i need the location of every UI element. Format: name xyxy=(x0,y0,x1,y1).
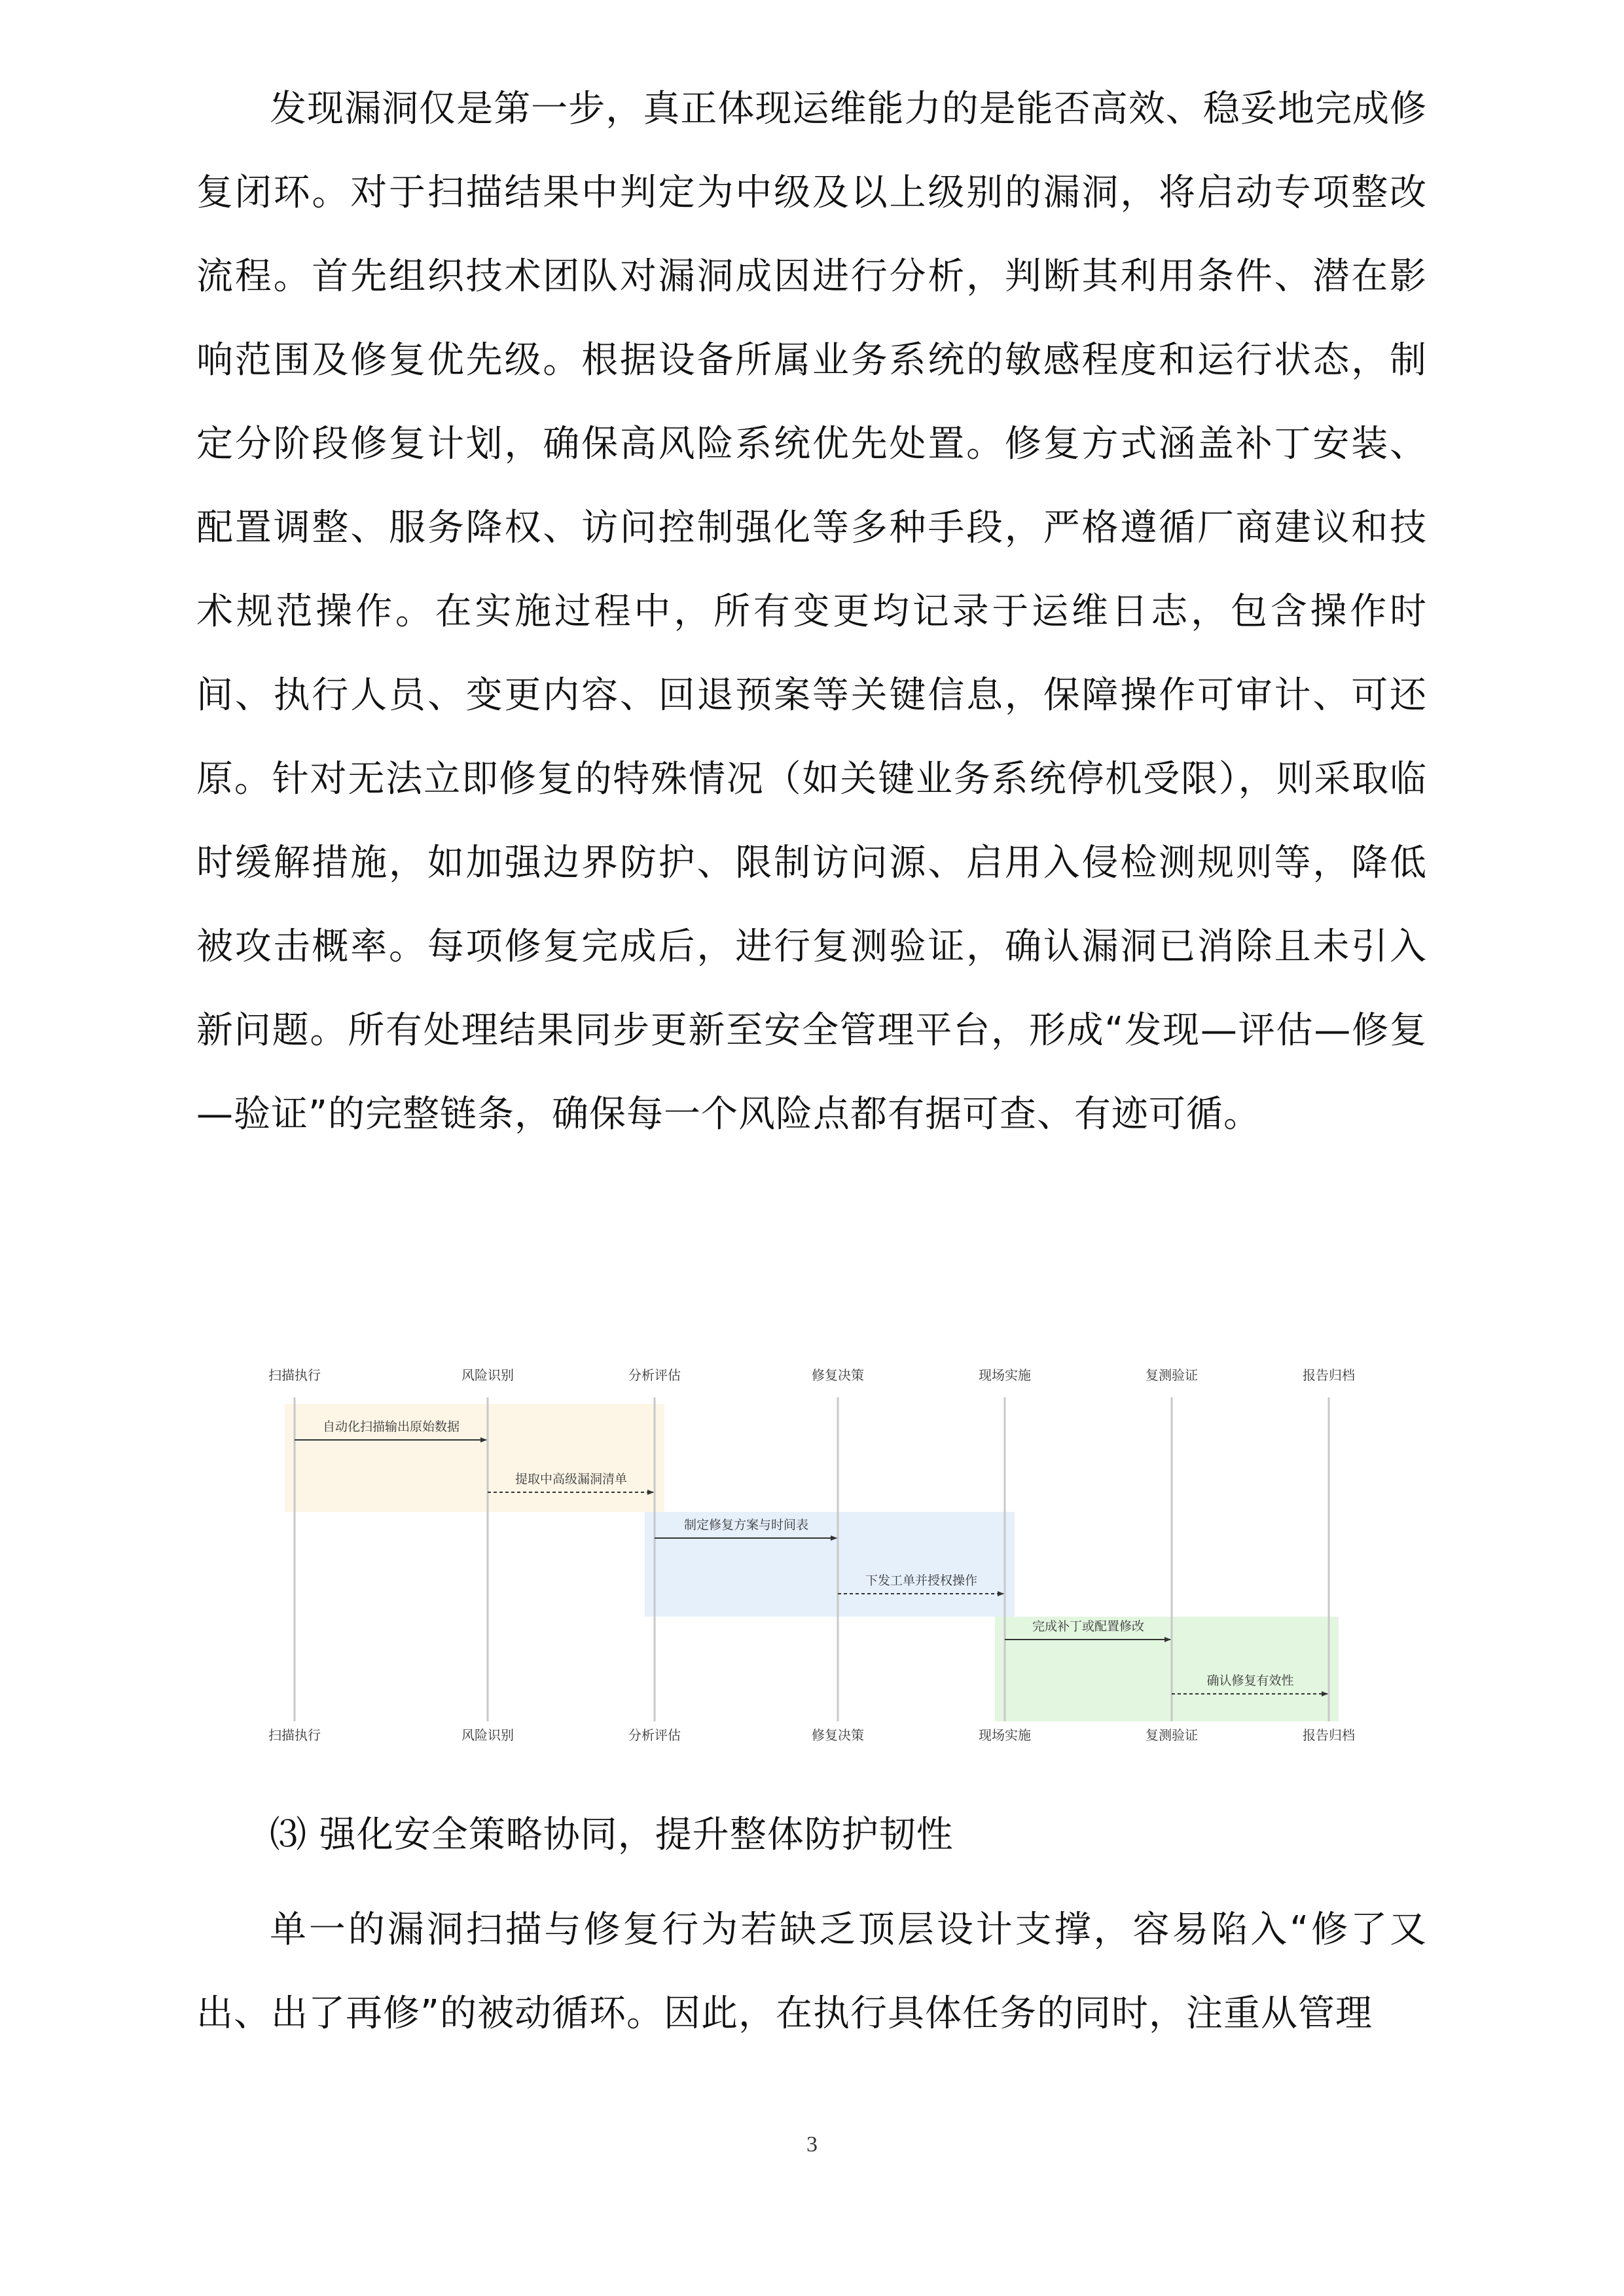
participant-bottom-5: 现场实施 xyxy=(979,1727,1031,1743)
message-label-5: 完成补丁或配置修改 xyxy=(1032,1619,1145,1634)
body-paragraph-1: 发现漏洞仅是第一步，真正体现运维能力的是能否高效、稳妥地完成修复闭环。对于扫描结果中判定为中级及以上级别的漏洞，将启动专项整改流程。首先组织技术团队对漏洞成因进行分析，判断其利用条件、潜在影响范围及修复优先级。根据设备所属业务系统的敏感程度和运行状态，制定分阶段修复计划，确保高风险系统优先处置。修复方式涵盖补丁安装、配置调整、服务降权、访问控制强化等多种手段，严格遵循厂商建议和技术规范操作。在实施过程中，所有变更均记录于运维日志，包含操作时间、执行人员、变更内容、回退预案等关键信息，保障操作可审计、可还原。针对无法立即修复的特殊情况（如关键业务系统停机受限），则采取临时缓解措施，如加强边界防护、限制访问源、启用入侵检测规则等，降低被攻击概率。每项修复完成后，进行复测验证，确认漏洞已消除且未引入新问题。所有处理结果同步更新至安全管理平台，形成“发现—评估—修复—验证”的完整链条，确保每一个风险点都有据可查、有迹可循。 xyxy=(196,88,1427,1136)
message-label-4: 下发工单并授权操作 xyxy=(865,1573,978,1588)
participant-bottom-2: 风险识别 xyxy=(461,1727,514,1743)
participant-top-1: 扫描执行 xyxy=(268,1367,321,1383)
message-label-6: 确认修复有效性 xyxy=(1206,1674,1294,1688)
participant-top-7: 报告归档 xyxy=(1303,1367,1355,1383)
body-paragraph-2: 单一的漏洞扫描与修复行为若缺乏顶层设计支撑，容易陷入“修了又出、出了再修”的被动循环。因此，在执行具体任务的同时，注重从管理 xyxy=(196,1909,1427,2035)
page-number: 3 xyxy=(806,2132,818,2157)
participant-top-4: 修复决策 xyxy=(812,1367,864,1383)
message-label-3: 制定修复方案与时间表 xyxy=(683,1518,809,1532)
participant-bottom-6: 复测验证 xyxy=(1146,1727,1198,1743)
sequence-diagram xyxy=(255,1361,1368,1754)
participant-top-5: 现场实施 xyxy=(979,1367,1031,1383)
message-label-1: 自动化扫描输出原始数据 xyxy=(322,1420,460,1434)
section-heading-3: ⑶ 强化安全策略协同，提升整体防护韧性 xyxy=(270,1814,954,1856)
participant-bottom-3: 分析评估 xyxy=(628,1727,681,1743)
participant-top-2: 风险识别 xyxy=(461,1367,514,1383)
participant-bottom-1: 扫描执行 xyxy=(268,1727,321,1743)
participant-bottom-7: 报告归档 xyxy=(1303,1727,1355,1743)
message-label-2: 提取中高级漏洞清单 xyxy=(514,1472,628,1486)
participant-top-6: 复测验证 xyxy=(1146,1367,1198,1383)
participant-bottom-4: 修复决策 xyxy=(812,1727,864,1743)
participant-top-3: 分析评估 xyxy=(628,1367,681,1383)
